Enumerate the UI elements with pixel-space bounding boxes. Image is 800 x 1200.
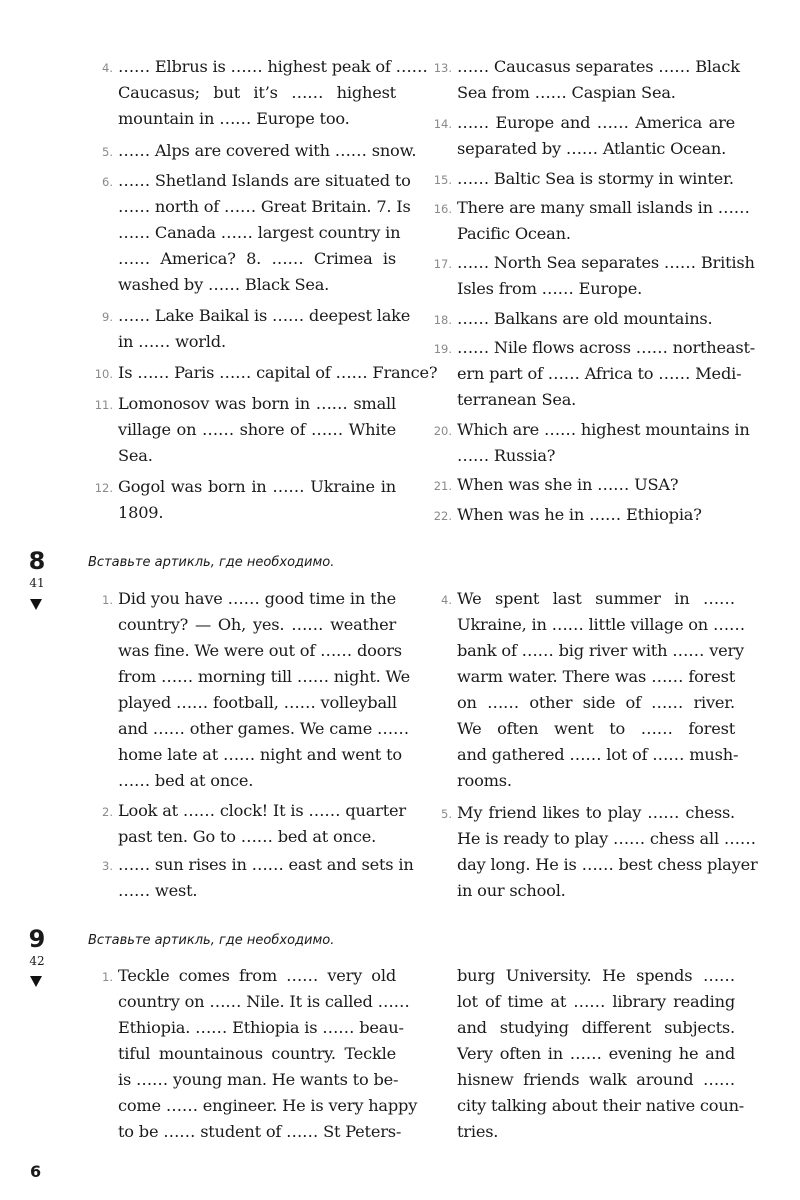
exercise-instruction: Вставьте артикль, где необходимо.	[88, 555, 335, 570]
exercise-item	[433, 250, 755, 302]
exercise-item	[102, 798, 406, 850]
item-text-line: …… north of …… Great Britain. 7. Is	[118, 197, 411, 216]
item-text-line: When was she in …… USA?	[457, 475, 679, 494]
item-text-line: …… Caucasus separates …… Black	[457, 57, 740, 76]
item-text-line: bank of …… big river with …… very	[457, 641, 745, 660]
exercise-item	[433, 110, 735, 162]
item-text-line: …… America? 8. …… Crimea is	[118, 249, 396, 268]
item-text-line: …… Shetland Islands are situated to	[118, 171, 411, 190]
item-text-line: …… Elbrus is …… highest peak of ……	[118, 57, 428, 76]
item-text-line: Sea.	[118, 446, 153, 465]
item-text-line: and gathered …… lot of …… mush-	[457, 745, 739, 764]
item-text-line: …… Nile flows across …… northeast-	[457, 338, 756, 357]
item-text-line: come …… engineer. He is very happy	[118, 1096, 418, 1115]
exercise-item	[102, 138, 417, 164]
page-number: 6	[30, 1162, 42, 1181]
item-text-line: and …… other games. We came ……	[118, 719, 409, 738]
exercise-item	[433, 502, 735, 528]
triangle-down-icon	[30, 599, 42, 610]
item-text-line: to be …… student of …… St Peters-	[118, 1122, 402, 1141]
item-text-line: …… Baltic Sea is stormy in winter.	[457, 169, 734, 188]
item-text-line: village on …… shore of …… White	[118, 420, 396, 439]
item-number: 13.	[433, 61, 452, 75]
item-text-line: We spent last summer in ……	[457, 589, 735, 608]
exercise-item	[433, 195, 750, 247]
item-text-line: Ethiopia. …… Ethiopia is …… beau-	[118, 1018, 404, 1037]
item-text-line: separated by …… Atlantic Ocean.	[457, 139, 727, 158]
exercise-item	[94, 474, 396, 526]
item-text-line: home late at …… night and went to	[118, 745, 402, 764]
item-number: 15.	[433, 173, 452, 187]
item-number: 2.	[102, 805, 113, 819]
item-text-line: country? — Oh, yes. …… weather	[118, 615, 396, 634]
item-text-line: …… bed at once.	[118, 771, 254, 790]
item-text-line: on …… other side of …… river.	[457, 693, 735, 712]
item-text-line: rooms.	[457, 771, 512, 790]
item-text-line: …… sun rises in …… east and sets in	[118, 855, 414, 874]
exercise-reference: 41	[29, 576, 45, 590]
exercise-item	[94, 391, 396, 469]
item-number: 10.	[94, 367, 113, 381]
exercise-item	[433, 54, 740, 106]
exercise-item	[102, 168, 411, 298]
exercise-item	[433, 417, 750, 469]
exercise-item	[441, 800, 758, 904]
exercise-item	[102, 586, 411, 794]
item-number: 4.	[102, 61, 113, 75]
item-number: 9.	[102, 310, 113, 324]
item-text-line: in our school.	[457, 881, 566, 900]
item-text-line: Look at …… clock! It is …… quarter	[118, 801, 406, 820]
exercise-item	[94, 360, 438, 386]
item-text-line: day long. He is …… best chess player	[457, 855, 758, 874]
item-text-line: played …… football, …… volleyball	[118, 693, 397, 712]
exercise-item	[433, 166, 735, 192]
item-text-line: warm water. There was …… forest	[457, 667, 735, 686]
item-text-line: and studying different subjects.	[457, 1018, 735, 1037]
item-text-line: country on …… Nile. It is called ……	[118, 992, 410, 1011]
item-text-line: Caucasus; but it’s …… highest	[118, 83, 396, 102]
exercise-item	[441, 586, 745, 794]
item-number: 22.	[433, 509, 452, 523]
item-text-line: …… Europe and …… America are	[457, 113, 735, 132]
exercise-reference: 42	[29, 954, 45, 968]
exercise-instruction: Вставьте артикль, где необходимо.	[88, 933, 335, 948]
item-text-line: Isles from …… Europe.	[457, 279, 643, 298]
item-text-line: tiful mountainous country. Teckle	[118, 1044, 396, 1063]
item-text-line: My friend likes to play …… chess.	[457, 803, 735, 822]
item-text-line: from …… morning till …… night. We	[118, 667, 411, 686]
item-text-line: is …… young man. He wants to be-	[118, 1070, 399, 1089]
item-text-line: …… North Sea separates …… British	[457, 253, 755, 272]
item-text-line: lot of time at …… library reading	[457, 992, 735, 1011]
item-number: 19.	[433, 342, 452, 356]
item-text-line: ern part of …… Africa to …… Medi-	[457, 364, 742, 383]
exercise-item	[457, 963, 745, 1145]
item-number: 21.	[433, 479, 452, 493]
exercise-number: 9	[28, 925, 46, 953]
triangle-down-icon	[30, 976, 42, 987]
item-number: 1.	[102, 593, 113, 607]
item-number: 3.	[102, 859, 113, 873]
exercise-item	[102, 303, 411, 355]
item-text-line: Pacific Ocean.	[457, 224, 571, 243]
exercise-item	[433, 335, 756, 413]
item-text-line: Which are …… highest mountains in	[457, 420, 750, 439]
item-number: 5.	[102, 145, 113, 159]
item-text-line: Sea from …… Caspian Sea.	[457, 83, 676, 102]
item-text-line: …… Russia?	[457, 446, 556, 465]
item-text-line: Ukraine, in …… little village on ……	[457, 615, 745, 634]
item-number: 12.	[94, 481, 113, 495]
item-text-line: Did you have …… good time in the	[118, 589, 396, 608]
item-text-line: There are many small islands in ……	[457, 198, 750, 217]
exercise-item	[102, 963, 418, 1145]
item-text-line: We often went to …… forest	[457, 719, 735, 738]
exercise-item	[102, 852, 414, 904]
item-text-line: …… Canada …… largest country in	[118, 223, 401, 242]
item-text-line: …… Lake Baikal is …… deepest lake	[118, 306, 411, 325]
item-text-line: mountain in …… Europe too.	[118, 109, 350, 128]
exercise-number: 8	[28, 547, 46, 575]
item-text-line: was fine. We were out of …… doors	[118, 641, 402, 660]
item-text-line: past ten. Go to …… bed at once.	[118, 827, 377, 846]
item-text-line: Is …… Paris …… capital of …… France?	[118, 363, 438, 382]
item-number: 14.	[433, 117, 452, 131]
item-text-line: He is ready to play …… chess all ……	[457, 829, 756, 848]
item-text-line: Gogol was born in …… Ukraine in	[118, 477, 396, 496]
item-text-line: terranean Sea.	[457, 390, 577, 409]
item-text-line: burg University. He spends ……	[457, 966, 735, 985]
item-text-line: hisnew friends walk around ……	[457, 1070, 735, 1089]
item-number: 1.	[102, 970, 113, 984]
item-text-line: …… west.	[118, 881, 198, 900]
exercise-item	[102, 54, 428, 132]
item-number: 5.	[441, 807, 452, 821]
item-text-line: tries.	[457, 1122, 499, 1141]
item-text-line: Very often in …… evening he and	[457, 1044, 735, 1063]
item-text-line: Teckle comes from …… very old	[118, 966, 396, 985]
exercise-item	[433, 472, 735, 498]
exercise-item	[433, 306, 735, 332]
item-text-line: When was he in …… Ethiopia?	[457, 505, 702, 524]
item-number: 17.	[433, 257, 452, 271]
item-number: 18.	[433, 313, 452, 327]
item-number: 4.	[441, 593, 452, 607]
item-number: 20.	[433, 424, 452, 438]
item-text-line: city talking about their native coun-	[457, 1096, 745, 1115]
item-text-line: washed by …… Black Sea.	[118, 275, 330, 294]
item-number: 16.	[433, 202, 452, 216]
item-text-line: …… Alps are covered with …… snow.	[118, 141, 417, 160]
item-number: 11.	[94, 398, 113, 412]
item-text-line: …… Balkans are old mountains.	[457, 309, 713, 328]
item-number: 6.	[102, 175, 113, 189]
item-text-line: in …… world.	[118, 332, 226, 351]
item-text-line: Lomonosov was born in …… small	[118, 394, 396, 413]
item-text-line: 1809.	[118, 503, 164, 522]
